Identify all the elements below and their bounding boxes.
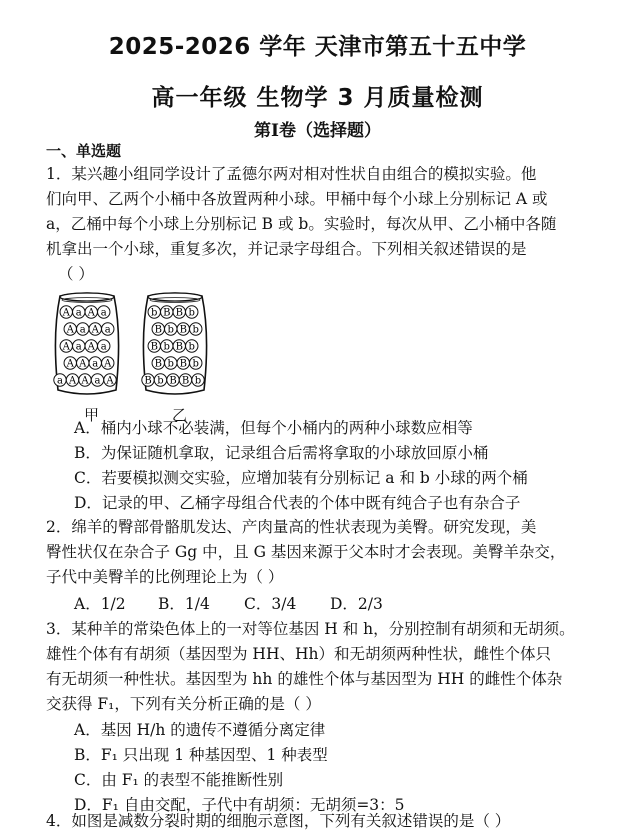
ball-label: B (144, 375, 152, 387)
ball-label: A (81, 375, 89, 387)
question-1-line: 1．某兴趣小组同学设计了孟德尔两对相对性状自由组合的模拟实验。他 (46, 165, 537, 183)
ball-label: A (87, 341, 95, 353)
question-1-option-c: C．若要模拟测交实验，应增加装有分别标记 a 和 b 小球的两个桶 (74, 469, 528, 487)
ball-label: a (104, 324, 111, 336)
ball-label: b (167, 324, 174, 336)
bucket-figure (52, 290, 232, 415)
ball-label: b (151, 307, 158, 319)
question-3-line: 有无胡须一种性状。基因型为 hh 的雄性个体与基因型为 HH 的雌性个体杂 (46, 670, 563, 688)
ball-label: A (79, 358, 87, 370)
question-2-options (74, 592, 383, 616)
ball-label: a (79, 324, 86, 336)
question-4-line: 4．如图是减数分裂时期的细胞示意图，下列有关叙述错误的是（ ） (46, 812, 511, 830)
ball-label: a (57, 375, 63, 387)
question-2-line: 子代中美臀羊的比例理论上为（ ） (46, 568, 284, 586)
bucket-jia-label: 甲 (84, 406, 100, 424)
question-1-line: 机拿出一个小球，重复多次，并记录字母组合。下列相关叙述错误的是 (46, 240, 527, 258)
question-2-option-b: B．1/4 (158, 595, 210, 613)
question-1-line: 们向甲、乙两个小桶中各放置两种小球。甲桶中每个小球上分别标记 A 或 (46, 190, 548, 208)
ball-label: B (181, 375, 190, 387)
ball-label: B (179, 358, 187, 370)
ball-label: B (150, 341, 158, 353)
ball-label: A (66, 358, 74, 370)
ball-label: b (157, 375, 164, 387)
ball-label: a (100, 341, 107, 353)
ball-label: b (192, 358, 199, 370)
ball-label: B (175, 307, 183, 319)
ball-label: a (92, 358, 99, 370)
ball-label: B (154, 358, 162, 370)
question-1-option-b: B．为保证随机拿取，记录组合后需将拿取的小球放回原小桶 (74, 444, 489, 462)
ball-label: B (175, 341, 183, 353)
question-3-line: 3．某种羊的常染色体上的一对等位基因 H 和 h，分别控制有胡须和无胡须。 (46, 620, 575, 638)
question-3-option-d: D．F₁ 自由交配，子代中有胡须：无胡须=3：5 (74, 796, 405, 814)
ball-label: A (87, 307, 95, 319)
question-3-option-a: A．基因 H/h 的遗传不遵循分离定律 (74, 721, 326, 739)
ball-label: b (163, 341, 170, 353)
question-1-option-a: A．桶内小球不必装满，但每个小桶内的两种小球数应相等 (74, 419, 473, 437)
question-3-option-b: B．F₁ 只出现 1 种基因型、1 种表型 (74, 746, 328, 764)
ball-label: B (179, 324, 187, 336)
question-3-option-c: C．由 F₁ 的表型不能推断性别 (74, 771, 284, 789)
ball-label: b (194, 375, 202, 387)
ball-label: a (100, 307, 107, 319)
ball-label: a (94, 375, 101, 387)
ball-label: B (169, 375, 177, 387)
ball-label: b (188, 341, 195, 353)
question-3-line: 雄性个体有有胡须（基因型为 HH、Hh）和无胡须两种性状，雌性个体只 (46, 645, 551, 663)
ball-label: A (62, 341, 70, 353)
ball-label: A (106, 375, 114, 387)
section-heading: 一、单选题 (46, 142, 122, 160)
ball-label: A (62, 307, 70, 319)
ball-label: B (154, 324, 162, 336)
exam-title: 高一年级 生物学 3 月质量检测 (151, 85, 484, 111)
question-1-option-d: D．记录的甲、乙桶字母组合代表的个体中既有纯合子也有杂合子 (74, 494, 521, 512)
question-2-option-c: C．3/4 (244, 595, 297, 613)
ball-label: b (167, 358, 174, 370)
ball-label: b (188, 307, 195, 319)
ball-label: A (91, 324, 99, 336)
question-2-option-a: A．1/2 (74, 595, 126, 613)
question-1-line: a，乙桶中每个小球上分别标记 B 或 b。实验时，每次从甲、乙小桶中各随 (46, 215, 557, 233)
question-2-option-d: D．2/3 (330, 595, 383, 613)
ball-label: a (75, 307, 82, 319)
ball-label: A (68, 375, 77, 387)
ball-label: A (104, 358, 112, 370)
ball-label: A (66, 324, 74, 336)
ball-label: B (163, 307, 171, 319)
bucket-yi-label: 乙 (172, 406, 188, 424)
volume-title: 第Ⅰ卷（选择题） (254, 121, 381, 141)
ball-label: a (75, 341, 82, 353)
question-3-line: 交获得 F₁，下列有关分析正确的是（ ） (46, 695, 321, 713)
bucket-jia (54, 293, 119, 394)
question-2-line: 2．绵羊的臀部骨骼肌发达、产肉量高的性状表现为美臀。研究发现，美 (46, 518, 537, 536)
school-title: 2025-2026 学年 天津市第五十五中学 (108, 34, 527, 60)
question-1-answer-blank: （ ） (58, 265, 94, 283)
question-2-line: 臀性状仅在杂合子 Gg 中，且 G 基因来源于父本时才会表现。美臀羊杂交， (46, 543, 566, 561)
ball-label: b (192, 324, 199, 336)
bucket-yi (142, 293, 207, 394)
